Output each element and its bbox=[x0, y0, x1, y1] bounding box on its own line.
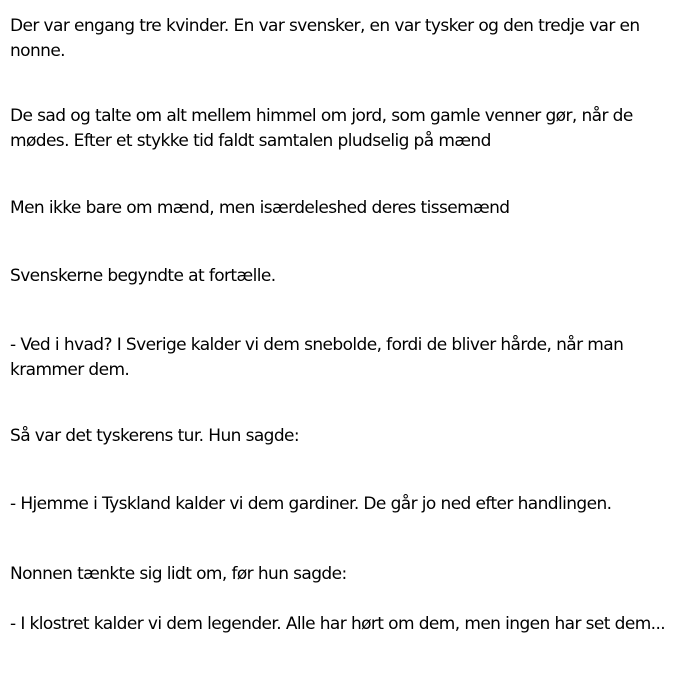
paragraph-nun-turn: Nonnen tænkte sig lidt om, før hun sagde: bbox=[10, 564, 347, 584]
paragraph-german-turn: Så var det tyskerens tur. Hun sagde: bbox=[10, 426, 300, 446]
paragraph-nun-quote: - I klostret kalder vi dem legender. Alle har hørt om dem, men ingen har set dem... bbox=[10, 614, 666, 634]
paragraph-german-quote: - Hjemme i Tyskland kalder vi dem gardiner. De går jo ned efter handlingen. bbox=[10, 494, 612, 514]
paragraph-topic: Men ikke bare om mænd, men isærdeleshed deres tissemænd bbox=[10, 198, 510, 218]
paragraph-intro: Der var engang tre kvinder. En var svensker, en var tysker og den tredje var en nonne. bbox=[10, 16, 640, 61]
paragraph-swede-quote: - Ved i hvad? I Sverige kalder vi dem snebolde, fordi de bliver hårde, når man krammer dem. bbox=[10, 335, 624, 380]
paragraph-swede-start: Svenskerne begyndte at fortælle. bbox=[10, 266, 276, 286]
paragraph-conversation: De sad og talte om alt mellem himmel om jord, som gamle venner gør, når de mødes. Efter et stykke tid faldt samtalen pludselig på mænd bbox=[10, 106, 633, 151]
